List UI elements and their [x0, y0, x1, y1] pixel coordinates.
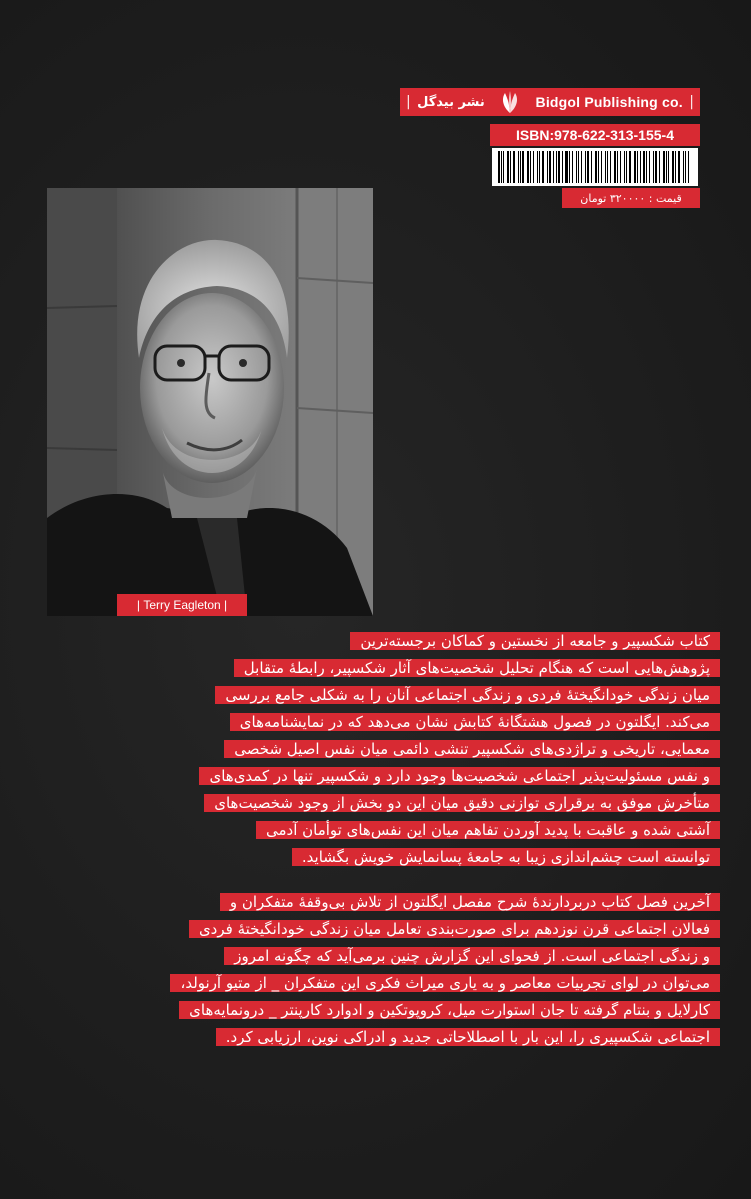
- paragraph-line: آخرین فصل کتاب دربردارندهٔ شرح مفصل ایگلتون از تلاش بی‌وقفهٔ متفکران و: [175, 889, 720, 916]
- barcode-stripe: [587, 151, 589, 183]
- barcode-stripe: [591, 151, 592, 183]
- barcode-stripe: [507, 151, 509, 183]
- barcode-stripe: [556, 151, 557, 183]
- barcode-stripe: [607, 151, 609, 183]
- barcode-stripe: [629, 151, 631, 183]
- barcode-stripe: [601, 151, 602, 183]
- divider: |: [136, 598, 144, 612]
- barcode-stripe: [637, 151, 638, 183]
- barcode-stripe: [668, 151, 669, 183]
- paragraph-line: آشتی شده و عاقبت با پدید آوردن تفاهم میان این نفس‌های توأمان آدمی: [200, 817, 720, 844]
- paragraph-line: فعالان اجتماعی قرن نوزدهم برای صورت‌بندی تعامل میان زندگی خودانگیختهٔ فردی: [175, 916, 720, 943]
- paragraph-line: اجتماعی شکسپیری را، این بار با اصطلاحاتی جدید و ادراکی نوین، ارزیابی کرد.: [175, 1024, 720, 1051]
- paragraph-line: کتاب شکسپیر و جامعه از نخستین و کماکان برجسته‌ترین: [200, 628, 720, 655]
- barcode-stripe: [539, 151, 540, 183]
- barcode-stripe: [688, 151, 689, 183]
- barcode-stripe: [549, 151, 551, 183]
- barcode-stripe: [620, 151, 621, 183]
- barcode-stripe: [547, 151, 548, 183]
- barcode-stripe: [565, 151, 567, 183]
- barcode-stripe: [562, 151, 563, 183]
- barcode-stripe: [666, 151, 667, 183]
- isbn-text: ISBN:978-622-313-155-4: [516, 127, 674, 143]
- barcode-stripe: [634, 151, 636, 183]
- paragraph-line: متأخرش موفق به برقراری توازنی دقیق میان این دو بخش از وجود شخصیت‌های: [200, 790, 720, 817]
- price-label: [562, 188, 700, 208]
- barcode-stripe: [624, 151, 626, 183]
- barcode-stripe: [672, 151, 674, 183]
- barcode-stripe: [530, 151, 531, 183]
- barcode-stripe: [578, 151, 580, 183]
- paragraph-line: معمایی، تاریخی و تراژدی‌های شکسپیر تنشی دائمی میان نفس اصیل شخصی: [200, 736, 720, 763]
- barcode-stripe: [513, 151, 515, 183]
- divider: |: [220, 598, 228, 612]
- barcode-stripe: [527, 151, 529, 183]
- barcode-stripe: [614, 151, 616, 183]
- paragraph-line: پژوهش‌هایی است که هنگام تحلیل شخصیت‌های آثار شکسپیر، رابطهٔ متقابل: [200, 655, 720, 682]
- photo-caption: [117, 594, 247, 616]
- barcode-stripe: [558, 151, 560, 183]
- barcode-stripe: [663, 151, 665, 183]
- publisher-name-fa: نشر بیدگل: [417, 94, 485, 110]
- barcode-stripe: [683, 151, 684, 183]
- paragraph-line: می‌کند. ایگلتون در فصول هشتگانهٔ کتابش نشان می‌دهد که در نمایشنامه‌های: [200, 709, 720, 736]
- barcode-stripe: [653, 151, 655, 183]
- barcode-stripe: [537, 151, 539, 183]
- paragraph-line: توانسته است چشم‌اندازی زیبا به جامعهٔ پسانمایش خویش بگشاید.: [200, 844, 720, 871]
- barcode-stripe: [643, 151, 645, 183]
- barcode-stripe: [678, 151, 680, 183]
- barcode-stripe: [533, 151, 534, 183]
- paragraph-line: و زندگی اجتماعی است. از فحوای این گزارش چنین برمی‌آید که چگونه امروز: [175, 943, 720, 970]
- barcode-stripe: [646, 151, 647, 183]
- barcode-stripe: [585, 151, 586, 183]
- barcode-stripe: [572, 151, 573, 183]
- barcode-stripe: [655, 151, 657, 183]
- author-name: Terry Eagleton: [143, 598, 221, 612]
- barcode-stripe: [510, 151, 511, 183]
- barcode-stripe: [598, 151, 600, 183]
- description-paragraph-1: [200, 628, 720, 871]
- paragraph-line: میان زندگی خودانگیختهٔ فردی و زندگی اجتماعی آنان را به شکلی جامع بررسی: [200, 682, 720, 709]
- barcode-stripe: [617, 151, 618, 183]
- barcode-stripe: [649, 151, 650, 183]
- publisher-name-en: Bidgol Publishing co.: [535, 94, 683, 110]
- barcode-stripe: [501, 151, 502, 183]
- divider: |: [689, 94, 694, 110]
- publisher-bar: [400, 88, 700, 116]
- publisher-logo-icon: [495, 88, 525, 116]
- barcode: [492, 148, 698, 186]
- barcode-stripe: [576, 151, 577, 183]
- description-paragraph-2: [175, 889, 720, 1051]
- paragraph-line: می‌توان در لوای تجربیات معاصر و به یاری میراث فکری این متفکران _ از متیو آرنولد،: [175, 970, 720, 997]
- barcode-stripe: [542, 151, 544, 183]
- barcode-stripe: [685, 151, 687, 183]
- barcode-stripe: [605, 151, 606, 183]
- price-text: قیمت : ۳۲۰۰۰۰ تومان: [580, 191, 682, 205]
- barcode-stripe: [640, 151, 641, 183]
- divider: |: [406, 94, 411, 110]
- isbn-label: [490, 124, 700, 146]
- barcode-stripe: [675, 151, 676, 183]
- barcode-stripe: [498, 151, 500, 183]
- barcode-stripe: [503, 151, 504, 183]
- author-photo: [47, 188, 373, 616]
- paragraph-line: کارلایل و بنتام گرفته تا جان استوارت میل، کروپوتکین و ادوارد کارپنتر _ درونمایه‌های: [175, 997, 720, 1024]
- barcode-stripe: [595, 151, 597, 183]
- barcode-stripe: [610, 151, 611, 183]
- barcode-stripe: [553, 151, 554, 183]
- barcode-stripe: [581, 151, 582, 183]
- barcode-stripe: [520, 151, 521, 183]
- barcode-stripe: [522, 151, 524, 183]
- barcode-stripe: [626, 151, 627, 183]
- barcode-stripe: [569, 151, 571, 183]
- paragraph-line: و نفس مسئولیت‌پذیر اجتماعی شخصیت‌ها وجود دارد و شکسپیر تنها در کمدی‌های: [200, 763, 720, 790]
- barcode-stripe: [659, 151, 660, 183]
- barcode-stripe: [518, 151, 519, 183]
